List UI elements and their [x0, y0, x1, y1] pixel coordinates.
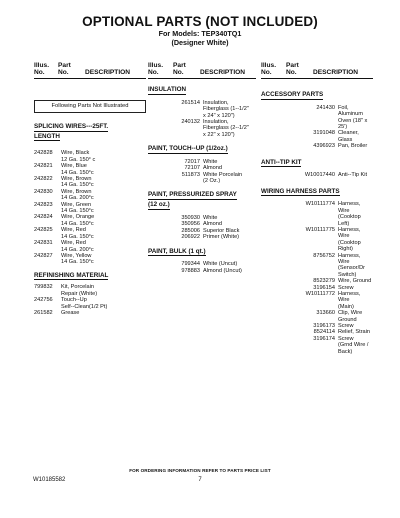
description-line: Kit, Porcelain [61, 284, 94, 291]
part-description [61, 227, 146, 240]
part-number: 206922 [181, 234, 200, 241]
description-line: Wire, Orange [61, 214, 95, 221]
description-line: Wire, Ground [338, 278, 372, 285]
description-line: Fiberglass (1--1/2" [203, 106, 249, 113]
description-line: Almond (Uncut) [203, 267, 242, 274]
part-number: 72017 [184, 158, 200, 165]
part-row [261, 227, 373, 253]
no-header: No. [286, 69, 297, 76]
part-row [261, 201, 373, 227]
description-line: Primer (White) [203, 234, 240, 241]
part-description [61, 202, 146, 215]
part-number: W10017440 [304, 172, 335, 179]
description-line: Harness, Wire [338, 291, 361, 304]
description-line: Harness, Wire [338, 252, 361, 266]
description-header: DESCRIPTION [85, 69, 131, 76]
part-description [338, 291, 373, 310]
part-header: Part [58, 62, 71, 69]
part-number: W10111775 [305, 226, 335, 233]
description-line: Screw [338, 323, 354, 330]
part-description [61, 240, 146, 253]
part-row [34, 253, 146, 266]
page-number: 7 [198, 477, 202, 483]
section-heading: SPLICING WIRES---25FT. [34, 123, 109, 130]
part-number: 978883 [181, 267, 200, 274]
description-line: Foil, Aluminum [338, 104, 363, 118]
part-row [261, 336, 373, 355]
no-header: No. [261, 69, 272, 76]
column-header [34, 62, 146, 79]
part-number: 799344 [181, 261, 200, 268]
part-description [338, 227, 373, 253]
description-line: Wire, Green [61, 201, 92, 208]
description-line: x 22" x 120") [203, 131, 235, 138]
description-line: Wire, Blue [61, 163, 87, 170]
part-number: 242828 [34, 150, 53, 157]
part-row [34, 297, 146, 310]
part-number: 3196174 [313, 335, 335, 342]
part-description [61, 284, 146, 297]
part-row [34, 202, 146, 215]
illus-header: Illus. [261, 62, 277, 69]
part-number: 72107 [184, 165, 200, 172]
section-heading: INSULATION [148, 86, 187, 93]
description-line: 14 Ga. 150°c [61, 220, 94, 227]
part-description [338, 253, 373, 279]
description-line: White [203, 158, 218, 165]
part-number: W10111772 [305, 291, 335, 298]
description-line: White Porcelain [203, 171, 243, 178]
not-illustrated-note: Following Parts Not Illustrated [34, 100, 146, 113]
part-row [34, 214, 146, 227]
description-line: Anti--Tip Kit [338, 172, 368, 179]
description-line: Screw [338, 335, 354, 342]
section-heading: REFINISHING MATERIAL [34, 271, 109, 279]
description-line: Relief, Strain [338, 329, 371, 336]
description-header: DESCRIPTION [313, 69, 359, 76]
description-line: Almond [203, 221, 222, 228]
part-number: 242831 [34, 240, 53, 247]
description-line: 12 Ga. 150° c [61, 156, 96, 163]
description-line: Wire, Yellow [61, 252, 92, 259]
description-line: Fiberglass (2--1/2" [203, 125, 249, 132]
illus-header: Illus. [34, 62, 50, 69]
part-header: Part [286, 62, 299, 69]
part-row [34, 189, 146, 202]
part-row [261, 130, 373, 143]
description-line: (Cooktop Right) [338, 239, 361, 253]
description-line: 14 Ga. 150°c [61, 233, 94, 240]
part-row [261, 105, 373, 131]
section-heading: PAINT, PRESSURIZED SPRAY [148, 191, 237, 199]
part-row [261, 253, 373, 279]
description-line: Clip, Wire Ground [338, 310, 363, 323]
models-line: For Models: TEP340TQ1 [158, 29, 242, 38]
part-number: 242821 [34, 163, 53, 170]
part-row [148, 100, 256, 119]
description-line: 14 Ga. 200°c [61, 246, 94, 253]
no-header: No. [58, 69, 69, 76]
no-header: No. [148, 69, 159, 76]
description-line: Wire, Brown [61, 176, 92, 183]
description-line: 14 Ga. 150°c [61, 169, 94, 176]
part-number: 350930 [181, 214, 200, 221]
description-line: Insulation, [203, 118, 229, 125]
part-number: 350956 [181, 221, 200, 228]
no-header: No. [34, 69, 45, 76]
description-line: Harness, Wire [338, 201, 361, 214]
part-description [338, 336, 373, 355]
part-row [34, 310, 146, 316]
part-description [203, 100, 256, 119]
part-row [148, 234, 256, 240]
section-heading: PAINT, TOUCH--UP (1/2oz.) [148, 145, 228, 153]
description-line: 14 Ga. 150°c [61, 259, 94, 266]
part-row [148, 268, 256, 274]
description-line: (2 Oz.) [203, 178, 221, 185]
description-header: DESCRIPTION [200, 69, 246, 76]
section-heading: (12 oz.) [148, 201, 170, 209]
part-description [61, 253, 146, 266]
section-heading: WIRING HARNESS PARTS [261, 187, 340, 195]
description-line: x 24" x 120") [203, 112, 235, 119]
part-description [338, 130, 373, 143]
description-line: Almond [203, 165, 222, 172]
document-number: W10185582 [33, 477, 66, 483]
part-row [34, 240, 146, 253]
description-line: Harness, Wire [338, 226, 361, 240]
column-header [148, 62, 256, 79]
description-line: 14 Ga. 200°c [61, 195, 94, 202]
description-line: Pan, Broiler [338, 143, 368, 150]
illus-header: Illus. [148, 62, 164, 69]
part-number: 3191048 [313, 130, 335, 137]
column-header [261, 62, 373, 79]
part-number: 261582 [34, 310, 53, 317]
description-line: White (Uncut) [203, 261, 238, 268]
column-1 [34, 62, 146, 316]
part-row [261, 291, 373, 310]
part-description [61, 310, 146, 316]
part-row [34, 284, 146, 297]
description-line: Insulation, [203, 99, 229, 106]
part-description [203, 172, 256, 185]
section-heading: PAINT, BULK (1 qt.) [148, 247, 206, 255]
part-number: 240132 [181, 118, 200, 125]
description-line: 14 Ga. 150°c [61, 208, 94, 215]
section-heading: ACCESSORY PARTS [261, 91, 324, 98]
ordering-note: FOR ORDERING INFORMATION REFER TO PARTS PRICE LIST [129, 468, 271, 473]
no-header: No. [173, 69, 184, 76]
part-number: 261514 [181, 99, 200, 106]
part-description [338, 105, 373, 131]
part-number: 285006 [181, 227, 200, 234]
part-number: 3196154 [313, 284, 335, 291]
part-description [61, 150, 146, 163]
part-number: 242827 [34, 252, 53, 259]
description-line: (Cooktop Left) [338, 214, 361, 227]
part-description [338, 310, 373, 323]
part-number: 242823 [34, 201, 53, 208]
part-description [203, 268, 256, 274]
part-number: 8523279 [313, 278, 335, 285]
part-number: 242825 [34, 227, 53, 234]
part-row [34, 163, 146, 176]
column-3 [261, 62, 373, 355]
part-description [338, 143, 373, 149]
description-line: (Main) [338, 303, 354, 310]
part-number: 242756 [34, 297, 53, 304]
description-line: (Sensor/Dr Switch) [338, 265, 366, 278]
description-line: Oven (18" x 25') [338, 117, 368, 130]
part-description [203, 234, 256, 240]
part-description [203, 119, 256, 138]
variant-line: (Designer White) [171, 37, 229, 47]
part-number: 242822 [34, 176, 53, 183]
part-description [61, 163, 146, 176]
description-line: Wire, Red [61, 227, 86, 234]
description-line: Cleaner, Glass [338, 130, 359, 143]
description-line: (Grnd Wire / Back) [338, 342, 369, 355]
section-heading: ANTI--TIP KIT [261, 158, 302, 166]
part-header: Part [173, 62, 186, 69]
part-row [148, 119, 256, 138]
part-description [338, 172, 373, 178]
description-line: 14 Ga. 150°c [61, 182, 94, 189]
section-heading: LENGTH [34, 132, 60, 140]
part-number: 3196173 [313, 323, 335, 330]
part-number: 242830 [34, 188, 53, 195]
part-row [34, 150, 146, 163]
description-line: Superior Black [203, 227, 240, 234]
description-line: Repair (White) [61, 290, 98, 297]
description-line: Screw [338, 284, 354, 291]
part-number: 8756752 [313, 252, 335, 259]
part-number: 8524114 [313, 329, 335, 336]
part-number: W10111774 [305, 201, 335, 208]
column-2 [148, 62, 256, 274]
part-row [34, 227, 146, 240]
page-title: OPTIONAL PARTS (NOT INCLUDED) [82, 14, 318, 29]
description-line: Wire, Black [61, 150, 90, 157]
description-line: Grease [61, 310, 80, 317]
part-number: 799832 [34, 284, 53, 291]
description-line: Wire, Red [61, 240, 86, 247]
part-number: 242824 [34, 214, 53, 221]
part-description [61, 189, 146, 202]
part-number: 241430 [316, 104, 335, 111]
part-row [261, 143, 373, 149]
part-row [261, 310, 373, 323]
part-number: 4396923 [313, 143, 335, 150]
part-number: 313660 [316, 310, 335, 317]
description-line: White [203, 214, 218, 221]
description-line: Touch--Up [61, 297, 87, 304]
description-line: Wire, Brown [61, 188, 92, 195]
part-description [61, 214, 146, 227]
part-row [34, 176, 146, 189]
part-description [61, 297, 146, 310]
part-row [148, 172, 256, 185]
description-line: Self--Clean(1/2 Pt) [61, 303, 108, 310]
part-description [61, 176, 146, 189]
part-row [261, 172, 373, 178]
model-info [0, 30, 400, 47]
part-number: 511873 [181, 171, 200, 178]
part-description [338, 201, 373, 227]
